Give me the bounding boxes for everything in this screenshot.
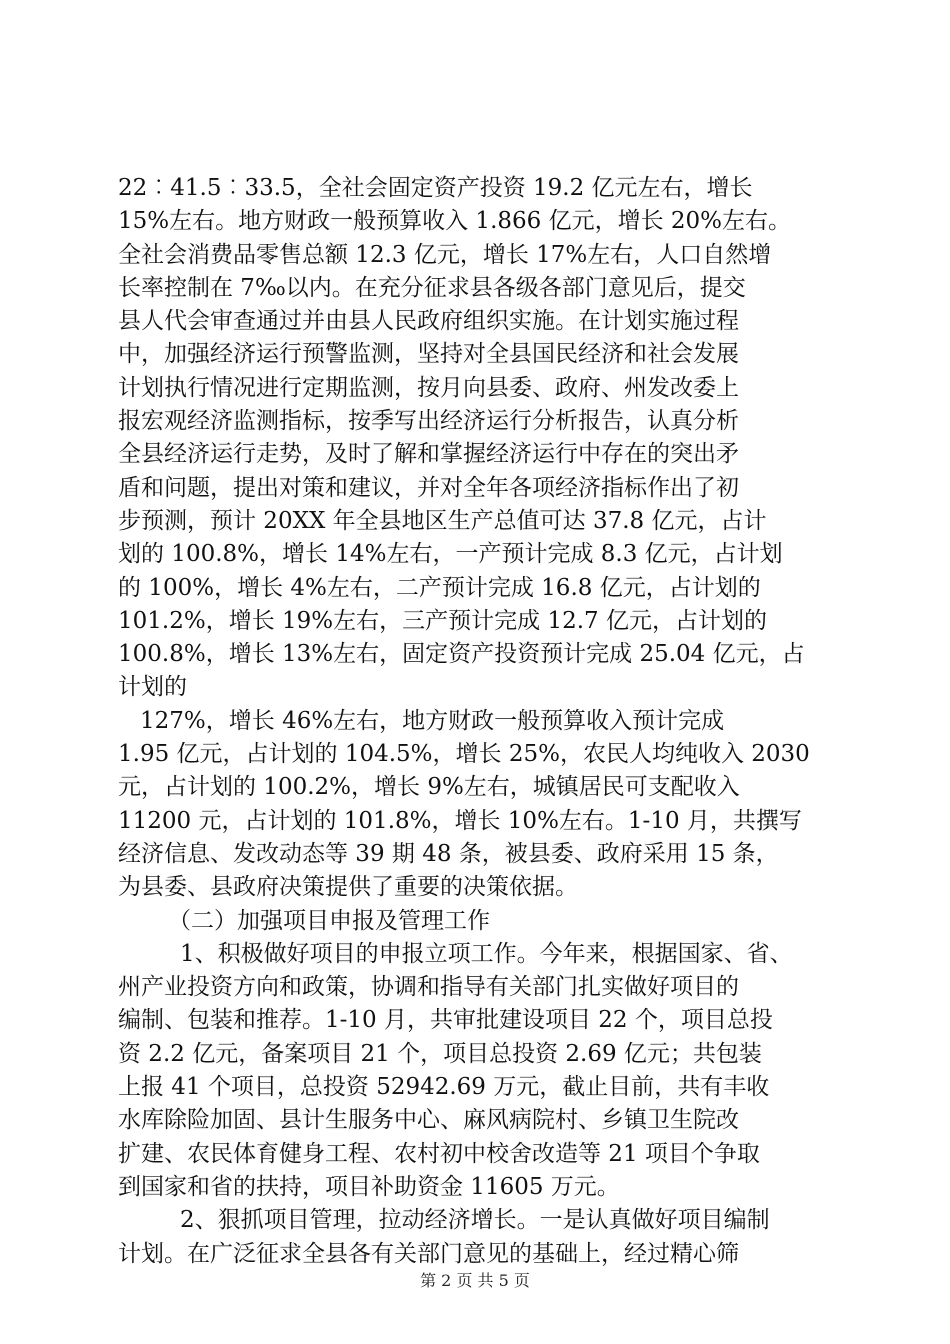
text-line: 1、积极做好项目的申报立项工作。今年来，根据国家、省、 <box>180 940 793 967</box>
text-line: 全社会消费品零售总额 12.3 亿元，增长 17%左右，人口自然增 <box>118 241 772 268</box>
text-line: 计划执行情况进行定期监测，按月向县委、政府、州发改委上 <box>118 374 739 401</box>
text-line: 经济信息、发改动态等 39 期 48 条，被县委、政府采用 15 条， <box>118 840 779 867</box>
text-line: 资 2.2 亿元，备案项目 21 个，项目总投资 2.69 亿元；共包装 <box>118 1040 762 1067</box>
text-line: 1.95 亿元，占计划的 104.5%，增长 25%，农民人均纯收入 2030 <box>118 741 810 768</box>
paragraph-statistics <box>118 172 836 705</box>
text-line: 的 100%，增长 4%左右，二产预计完成 16.8 亿元，占计划的 <box>118 574 761 601</box>
text-line: 全县经济运行走势，及时了解和掌握经济运行中存在的突出矛 <box>118 441 739 468</box>
text-line: 盾和问题，提出对策和建议，并对全年各项经济指标作出了初 <box>118 474 739 501</box>
text-line: 15%左右。地方财政一般预算收入 1.866 亿元，增长 20%左右。 <box>118 208 792 235</box>
paragraph-project-application <box>118 938 836 1204</box>
text-line: 县人代会审查通过并由县人民政府组织实施。在计划实施过程 <box>118 308 739 335</box>
text-line: 州产业投资方向和政策，协调和指导有关部门扎实做好项目的 <box>118 974 739 1001</box>
text-line: 为县委、县政府决策提供了重要的决策依据。 <box>118 874 578 901</box>
text-line: 计划的 <box>118 674 187 701</box>
text-line: 报宏观经济监测指标，按季写出经济运行分析报告，认真分析 <box>118 408 739 435</box>
text-line: 上报 41 个项目，总投资 52942.69 万元，截止目前，共有丰收 <box>118 1074 770 1101</box>
page-footer <box>0 1268 950 1291</box>
paragraph-project-management <box>118 1204 836 1271</box>
text-line: 水库除险加固、县计生服务中心、麻风病院村、乡镇卫生院改 <box>118 1107 739 1134</box>
text-line: 到国家和省的扶持，项目补助资金 11605 万元。 <box>118 1173 620 1200</box>
text-line: 2、狠抓项目管理，拉动经济增长。一是认真做好项目编制 <box>180 1207 770 1234</box>
text-line: 127%，增长 46%左右，地方财政一般预算收入预计完成 <box>140 707 725 734</box>
section-heading-text: （二）加强项目申报及管理工作 <box>168 907 490 934</box>
text-line: 中，加强经济运行预警监测，坚持对全县国民经济和社会发展 <box>118 341 739 368</box>
text-line: 100.8%，增长 13%左右，固定资产投资预计完成 25.04 亿元，占 <box>118 641 805 668</box>
text-line: 11200 元，占计划的 101.8%，增长 10%左右。1-10 月，共撰写 <box>118 807 802 834</box>
text-line: 22︰41.5︰33.5，全社会固定资产投资 19.2 亿元左右，增长 <box>118 175 753 201</box>
text-line: 长率控制在 7‰以内。在充分征求县各级各部门意见后，提交 <box>118 274 746 301</box>
text-line: 元，占计划的 100.2%，增长 9%左右，城镇居民可支配收入 <box>118 774 740 801</box>
page-number-label: 第 2 页 共 5 页 <box>420 1271 530 1290</box>
section-heading <box>118 905 836 938</box>
text-line: 划的 100.8%，增长 14%左右，一产预计完成 8.3 亿元，占计划 <box>118 541 783 568</box>
text-line: 计划。在广泛征求全县各有关部门意见的基础上，经过精心筛 <box>118 1240 739 1267</box>
document-body <box>118 172 836 1271</box>
paragraph-forecast <box>118 705 836 905</box>
text-line: 步预测，预计 20XX 年全县地区生产总值可达 37.8 亿元，占计 <box>118 507 767 534</box>
text-line: 编制、包装和推荐。1-10 月，共审批建设项目 22 个，项目总投 <box>118 1007 773 1034</box>
text-line: 扩建、农民体育健身工程、农村初中校舍改造等 21 项目个争取 <box>118 1140 760 1167</box>
text-line: 101.2%，增长 19%左右，三产预计完成 12.7 亿元，占计划的 <box>118 607 767 634</box>
